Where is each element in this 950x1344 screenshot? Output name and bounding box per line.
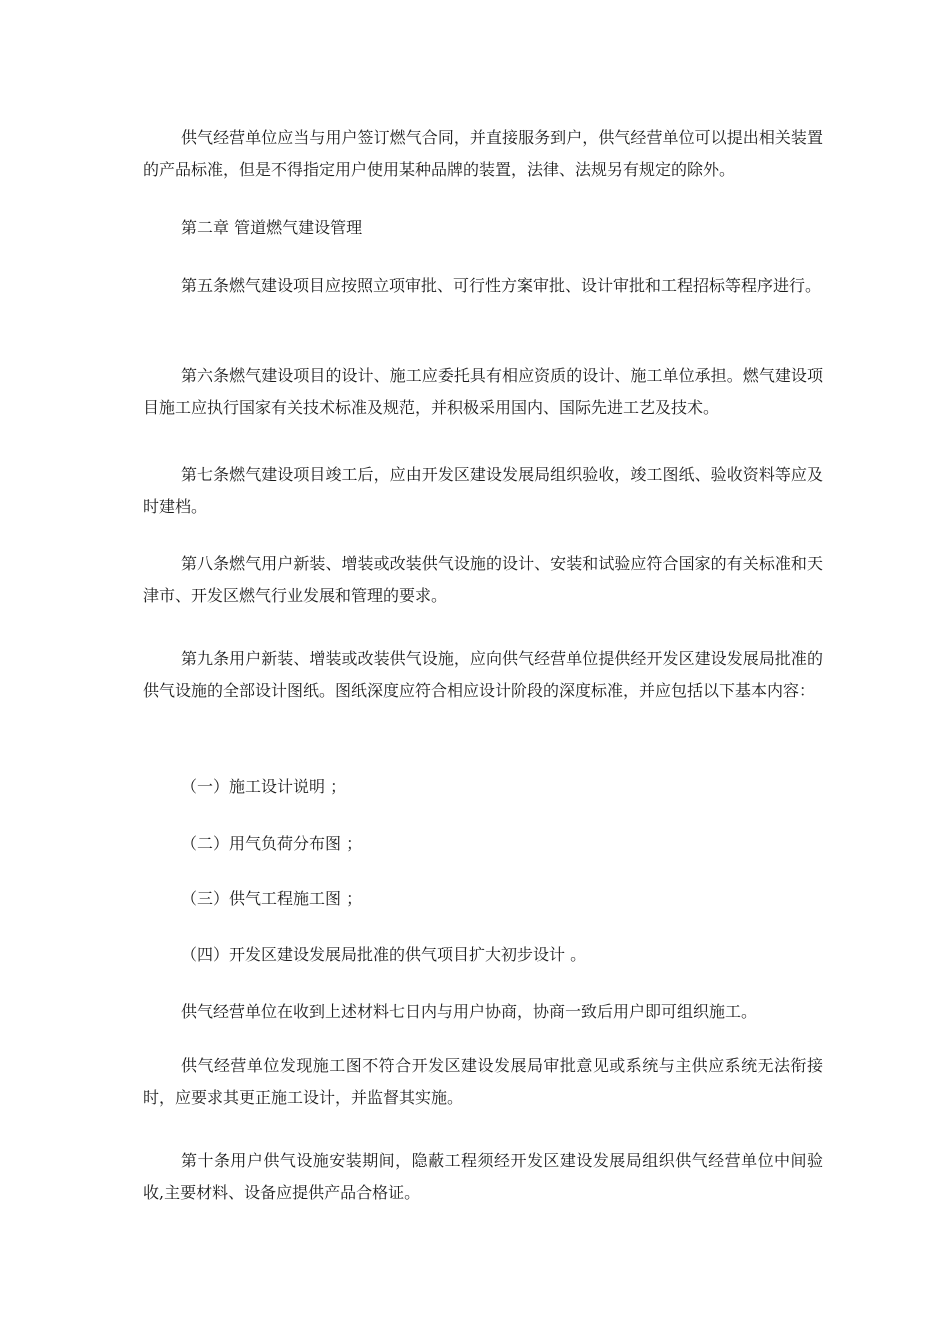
paragraph-negotiation: 供气经营单位在收到上述材料七日内与用户协商，协商一致后用户即可组织施工。 xyxy=(181,1002,758,1021)
chapter-heading-2: 第二章 管道燃气建设管理 xyxy=(181,218,363,237)
list-item-2: （二）用气负荷分布图 ； xyxy=(181,834,363,853)
paragraph-article-6: 第六条燃气建设项目的设计、施工应委托具有相应资质的设计、施工单位承担。燃气建设项目施工应执行国家有关技术标准及规范，并积极采用国内、国际先进工艺及技术。 xyxy=(143,366,823,417)
paragraph-article-10: 第十条用户供气设施安装期间，隐蔽工程须经开发区建设发展局组织供气经营单位中间验收,主要材料、设备应提供产品合格证。 xyxy=(143,1151,823,1202)
list-item-3: （三）供气工程施工图 ； xyxy=(181,889,363,908)
list-item-1: （一）施工设计说明 ； xyxy=(181,777,347,796)
paragraph-article-8: 第八条燃气用户新装、增装或改装供气设施的设计、安装和试验应符合国家的有关标准和天津市、开发区燃气行业发展和管理的要求。 xyxy=(143,554,823,605)
paragraph-article-5: 第五条燃气建设项目应按照立项审批、可行性方案审批、设计审批和工程招标等程序进行。 xyxy=(181,276,822,295)
paragraph-article-7: 第七条燃气建设项目竣工后，应由开发区建设发展局组织验收，竣工图纸、验收资料等应及时建档。 xyxy=(143,465,823,516)
list-item-4: （四）开发区建设发展局批准的供气项目扩大初步设计 。 xyxy=(181,945,587,964)
paragraph-article-9: 第九条用户新装、增装或改装供气设施，应向供气经营单位提供经开发区建设发展局批准的供气设施的全部设计图纸。图纸深度应符合相应设计阶段的深度标准，并应包括以下基本内容： xyxy=(143,649,823,700)
paragraph-gas-contract: 供气经营单位应当与用户签订燃气合同，并直接服务到户，供气经营单位可以提出相关装置的产品标准，但是不得指定用户使用某种品牌的装置，法律、法规另有规定的除外。 xyxy=(143,128,823,179)
paragraph-correction: 供气经营单位发现施工图不符合开发区建设发展局审批意见或系统与主供应系统无法衔接时，应要求其更正施工设计，并监督其实施。 xyxy=(143,1056,823,1107)
